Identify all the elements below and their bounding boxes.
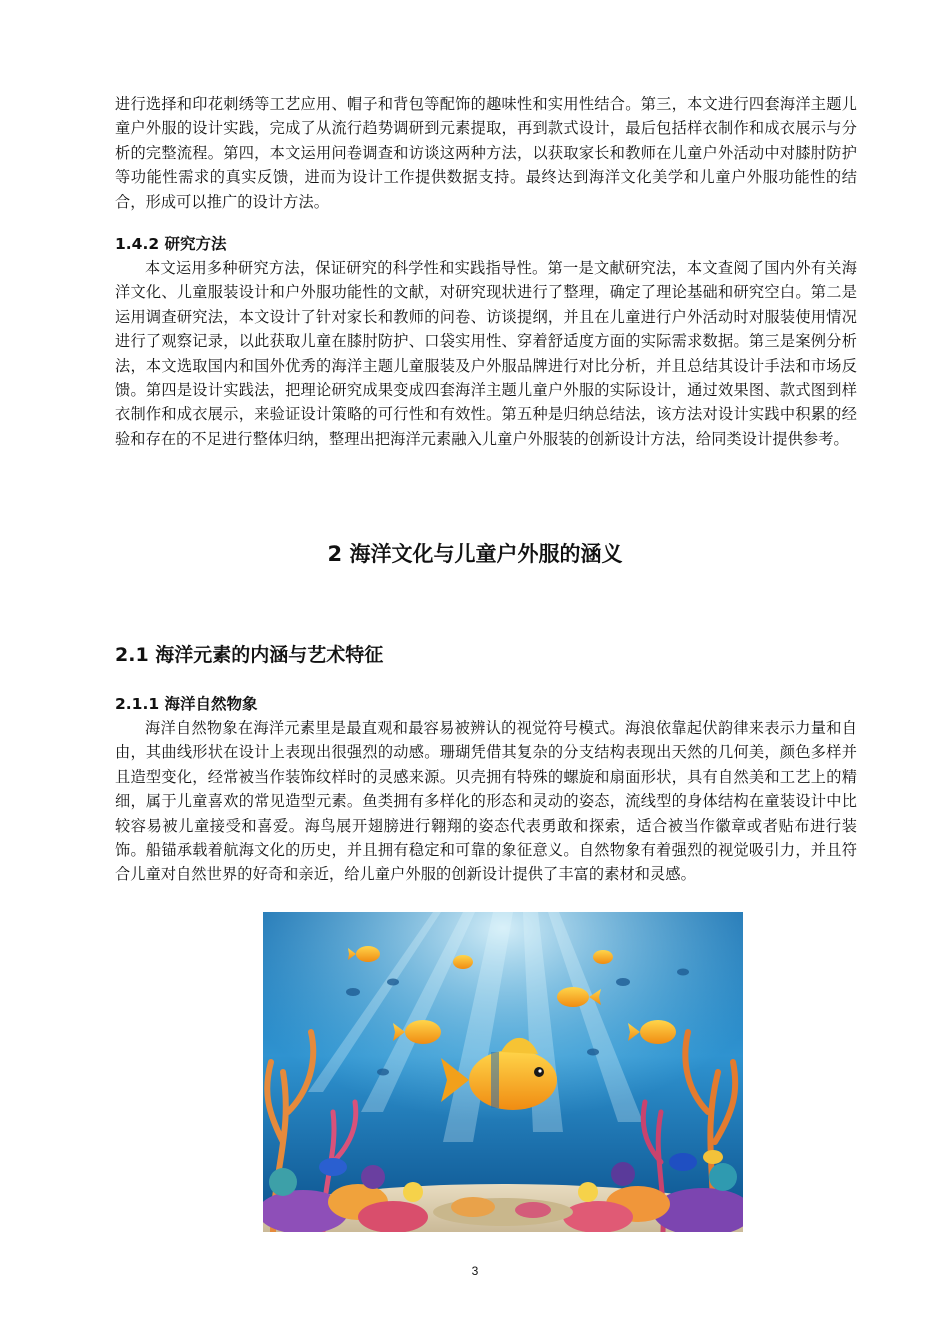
section-2-1-title: 2.1 海洋元素的内涵与艺术特征 xyxy=(115,644,384,666)
intro-paragraph: 进行选择和印花刺绣等工艺应用、帽子和背包等配饰的趣味性和实用性结合。第三，本文进行四套海洋主题儿童户外服的设计实践，完成了从流行趋势调研到元素提取，再到款式设计，最后包括样衣制作和成衣展示与分析的完整流程。第四，本文运用问卷调查和访谈这两种方法，以获取家长和教师在儿童户外活动中对膝肘防护等功能性需求的真实反馈，进而为设计工作提供数据支持。最终达到海洋文化美学和儿童户外服功能性的结合，形成可以推广的设计方法。 xyxy=(115,95,857,211)
section-heading-1-4-2: 1.4.2 研究方法 xyxy=(115,235,227,253)
chapter-2-title: 2 海洋文化与儿童户外服的涵义 xyxy=(327,542,623,566)
research-methods-paragraph: 本文运用多种研究方法，保证研究的科学性和实践指导性。第一是文献研究法，本文查阅了国内外有关海洋文化、儿童服装设计和户外服功能性的文献，对研究现状进行了整理，确定了理论基础和研究空白。第二是运用调查研究法，本文设计了针对家长和教师的问卷、访谈提纲，并且在儿童进行户外活动时对服装使用情况进行了观察记录，以此获取儿童在膝肘防护、口袋实用性、穿着舒适度方面的实际需求数据。第三是案例分析法，本文选取国内和国外优秀的海洋主题儿童服装及户外服品牌进行对比分析，并且总结其设计手法和市场反馈。第四是设计实践法，把理论研究成果变成四套海洋主题儿童户外服的实际设计，通过效果图、款式图到样衣制作和成衣展示，来验证设计策略的可行性和有效性。第五种是归纳总结法，该方法对设计实践中积累的经验和存在的不足进行整体归纳，整理出把海洋元素融入儿童户外服装的创新设计方法，给同类设计提供参考。 xyxy=(115,259,857,448)
page-number: 3 xyxy=(471,1264,479,1278)
coral-reef-svg xyxy=(263,912,743,1232)
section-heading-2-1-1: 2.1.1 海洋自然物象 xyxy=(115,695,258,713)
ocean-coral-reef-illustration xyxy=(263,912,743,1232)
natural-imagery-paragraph: 海洋自然物象在海洋元素里是最直观和最容易被辨认的视觉符号模式。海浪依靠起伏韵律来表示力量和自由，其曲线形状在设计上表现出很强烈的动感。珊瑚凭借其复杂的分支结构表现出天然的几何美，颜色多样并且造型变化，经常被当作装饰纹样时的灵感来源。贝壳拥有特殊的螺旋和扇面形状，具有自然美和工艺上的精细，属于儿童喜欢的常见造型元素。鱼类拥有多样化的形态和灵动的姿态，流线型的身体结构在童装设计中比较容易被儿童接受和喜爱。海鸟展开翅膀进行翱翔的姿态代表勇敢和探索，适合被当作徽章或者贴布进行装饰。船锚承载着航海文化的历史，并且拥有稳定和可靠的象征意义。自然物象有着强烈的视觉吸引力，并且符合儿童对自然世界的好奇和亲近，给儿童户外服的创新设计提供了丰富的素材和灵感。 xyxy=(115,719,857,884)
